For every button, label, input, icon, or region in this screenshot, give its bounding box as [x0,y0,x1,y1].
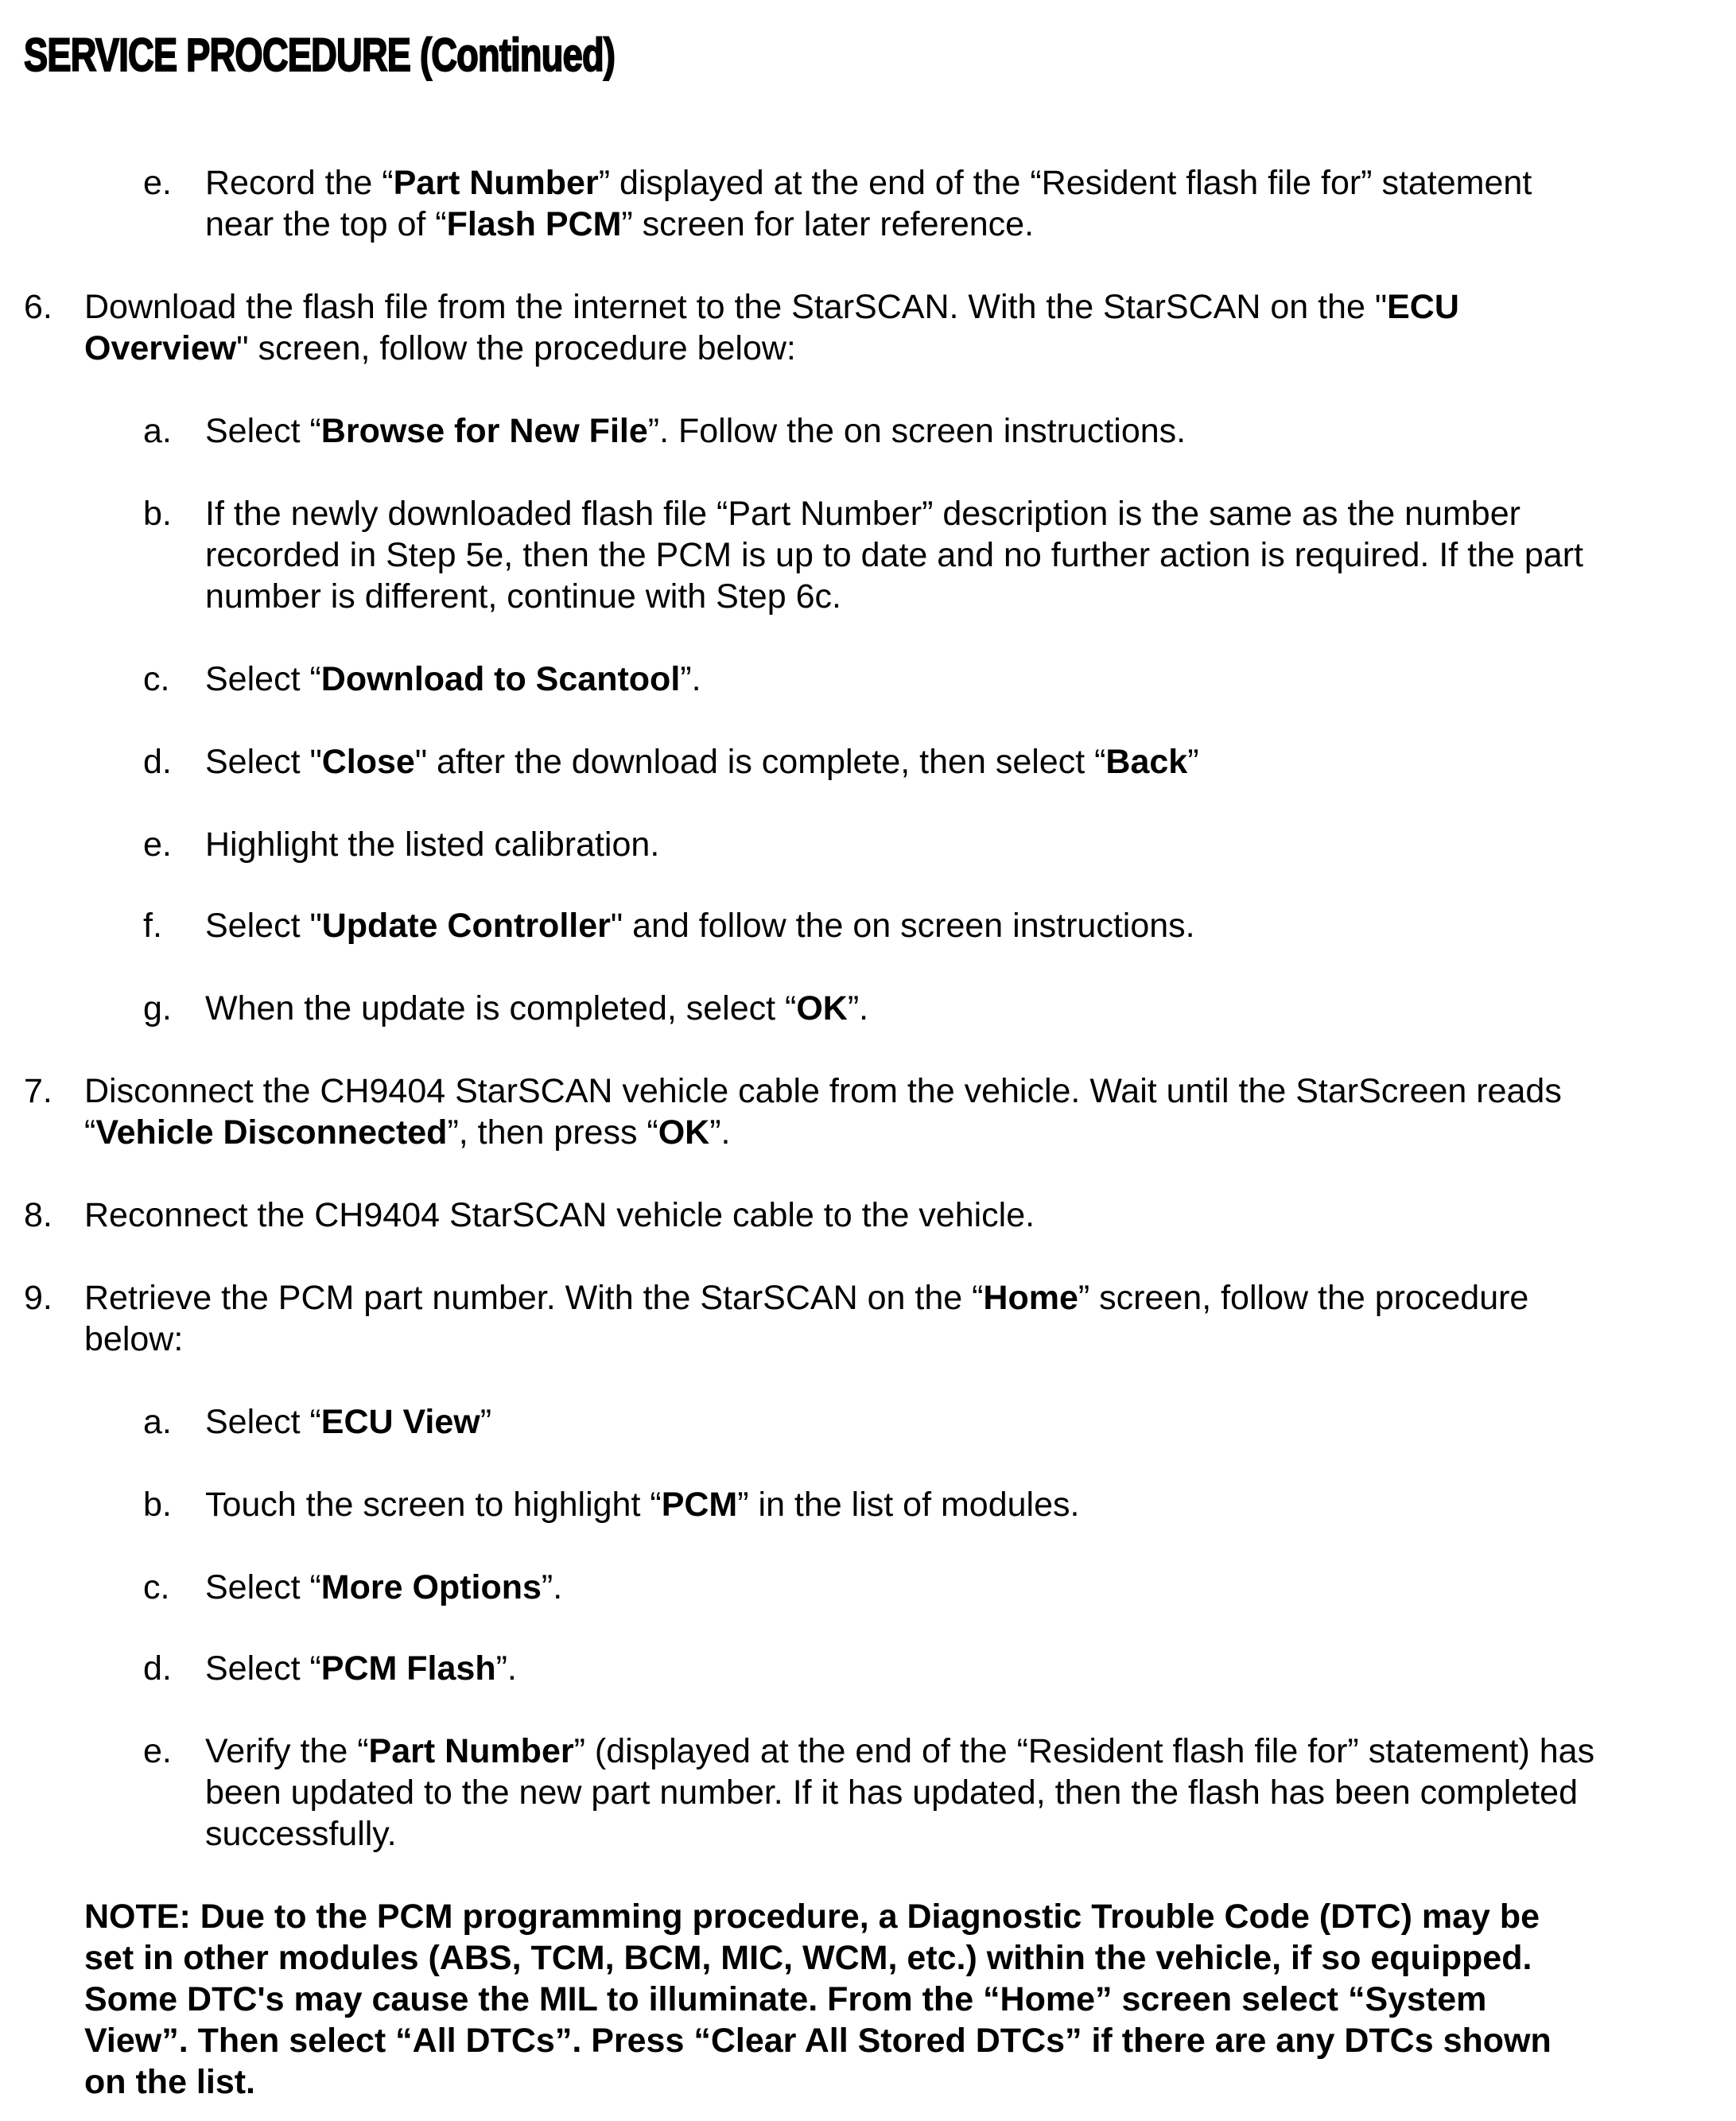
bold-term: Close [321,743,415,781]
bold-term: Download to Scantool [320,660,681,698]
step-text [205,162,1532,245]
text-line: Select "Update Controller" and follow the on screen instructions. [205,907,1195,945]
step-marker: b. [143,1486,172,1524]
step-marker: e. [143,164,172,202]
note-line: View”. Then select “All DTCs”. Press “Clear All Stored DTCs” if there are any DTCs shown [84,2022,1552,2060]
step-text [205,1648,517,1689]
bold-term: More Options [320,1568,542,1606]
bold-term: Home [983,1279,1078,1317]
text-line: Overview" screen, follow the procedure below: [84,329,796,367]
bold-term: OK [796,989,848,1027]
step-text [205,905,1195,946]
step-marker: a. [143,1403,172,1441]
text-line: If the newly downloaded flash file “Part Number” description is the same as the number [205,495,1520,533]
bold-term: Browse for New File [320,412,648,450]
step-text [205,1567,562,1608]
bold-term: ECU View [320,1403,480,1441]
bold-term: Overview [84,329,237,367]
bold-term: Part Number [393,164,599,202]
note-line: on the list. [84,2063,255,2101]
bold-term: Back [1105,743,1188,781]
step-marker: e. [143,1732,172,1770]
text-line: below: [84,1320,184,1358]
step-marker: 9. [24,1279,52,1317]
text-line: number is different, continue with Step 6c. [205,577,841,616]
text-line: recorded in Step 5e, then the PCM is up to date and no further action is required. If the part [205,536,1583,574]
step-text [205,1731,1594,1855]
note-line: NOTE: Due to the PCM programming procedure, a Diagnostic Trouble Code (DTC) may be [84,1898,1540,1936]
step-marker: 7. [24,1072,52,1110]
bold-term: Part Number [368,1732,574,1770]
text-line: Reconnect the CH9404 StarSCAN vehicle cable to the vehicle. [84,1196,1035,1234]
step-marker: a. [143,412,172,450]
text-line: Verify the “Part Number” (displayed at the end of the “Resident flash file for” statement) has [205,1732,1595,1770]
step-text [205,658,701,700]
bold-term: OK [658,1113,710,1152]
step-marker: g. [143,989,172,1027]
step-text [84,1070,1562,1153]
bold-term: PCM [661,1486,738,1524]
text-line: Retrieve the PCM part number. With the StarSCAN on the “Home” screen, follow the procedure [84,1279,1529,1317]
step-text [84,286,1459,369]
bold-term: PCM Flash [320,1649,496,1688]
text-line: “Vehicle Disconnected”, then press “OK”. [84,1113,731,1152]
step-marker: d. [143,1649,172,1688]
step-text [205,988,868,1029]
step-marker: 8. [24,1196,52,1234]
text-line: Disconnect the CH9404 StarSCAN vehicle cable from the vehicle. Wait until the StarScreen reads [84,1072,1562,1110]
text-line: successfully. [205,1815,397,1853]
text-line: been updated to the new part number. If it has updated, then the flash has been completed [205,1773,1579,1812]
text-line: Highlight the listed calibration. [205,825,660,864]
step-text [84,1195,1035,1236]
step-marker: c. [143,660,170,698]
note-block [84,1896,1552,2103]
step-text [205,1484,1079,1525]
step-marker: d. [143,743,172,781]
step-marker: 6. [24,288,52,326]
bold-term: Vehicle Disconnected [95,1113,448,1152]
step-marker: c. [143,1568,170,1606]
text-line: Select “Download to Scantool”. [205,660,701,698]
text-line: Touch the screen to highlight “PCM” in the list of modules. [205,1486,1080,1524]
text-line: Record the “Part Number” displayed at the end of the “Resident flash file for” statement [205,164,1532,202]
step-marker: b. [143,495,172,533]
step-text [84,1277,1528,1360]
step-text [205,741,1199,783]
note-line: Some DTC's may cause the MIL to illuminate. From the “Home” screen select “System [84,1980,1487,2018]
step-text [205,410,1186,452]
step-text [205,493,1583,617]
note-line: set in other modules (ABS, TCM, BCM, MIC, WCM, etc.) within the vehicle, if so equipped. [84,1939,1532,1977]
step-text [205,1401,491,1443]
text-line: near the top of “Flash PCM” screen for later reference. [205,205,1035,243]
bold-term: Update Controller [321,907,611,945]
text-line: Select “More Options”. [205,1568,563,1606]
step-marker: f. [143,907,162,945]
bold-term: ECU [1387,288,1459,326]
text-line: Select “PCM Flash”. [205,1649,517,1688]
text-line: Select "Close" after the download is complete, then select “Back” [205,743,1199,781]
step-text [205,824,659,865]
text-line: Select “Browse for New File”. Follow the on screen instructions. [205,412,1186,450]
text-line: Select “ECU View” [205,1403,492,1441]
page-heading: SERVICE PROCEDURE (Continued) [24,29,616,81]
text-line: Download the flash file from the internet to the StarSCAN. With the StarSCAN on the "ECU [84,288,1459,326]
bold-term: Flash PCM [446,205,622,243]
step-marker: e. [143,825,172,864]
text-line: When the update is completed, select “OK”. [205,989,869,1027]
